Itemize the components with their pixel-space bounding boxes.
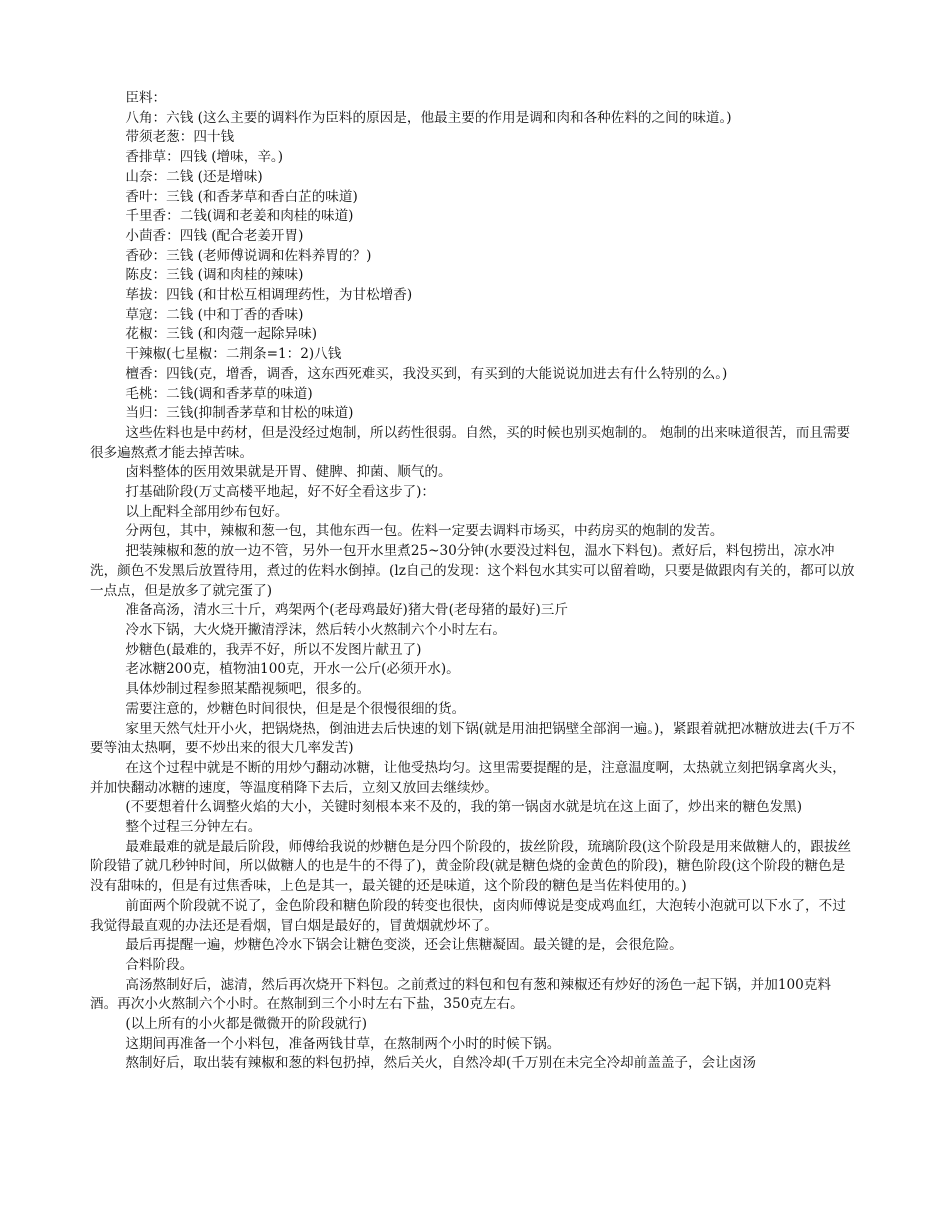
paragraph: 荜拔：四钱 (和甘松互相调理药性，为甘松增香): [125, 287, 413, 304]
paragraph: 小茴香：四钱 (配合老姜开胃): [125, 227, 304, 244]
paragraph: 干辣椒(七星椒：二荆条=1：2)八钱: [125, 346, 342, 363]
paragraph: 准备高汤，清水三十斤，鸡架两个(老母鸡最好)猪大骨(老母猪的最好)三斤: [125, 602, 568, 619]
paragraph: 分两包，其中，辣椒和葱一包，其他东西一包。佐料一定要去调料市场买，中药房买的炮制的发苦。: [125, 523, 724, 540]
document-body: [90, 89, 858, 1074]
paragraph: 在这个过程中就是不断的用炒勺翻动冰糖，让他受热均匀。这里需要提醒的是，注意温度啊，太热就立刻把锅拿离火头，并加快翻动冰糖的速度，等温度稍降下去后，立刻又放回去继续炒。: [90, 759, 846, 796]
paragraph: 以上配料全部用纱布包好。: [125, 503, 289, 520]
paragraph: 千里香：二钱(调和老姜和肉桂的味道): [125, 208, 354, 225]
paragraph: 香砂：三钱 (老师傅说调和佐料养胃的？): [125, 247, 372, 264]
paragraph: 臣料：: [125, 90, 167, 106]
paragraph: 檀香：四钱(克，增香，调香，这东西死难买，我没买到，有买到的大能说说加进去有什么特别的么。): [125, 365, 728, 382]
paragraph: 山奈：二钱 (还是增味): [125, 168, 263, 185]
paragraph: 这期间再准备一个小料包，准备两钱甘草，在熬制两个小时的时候下锅。: [125, 1035, 561, 1052]
paragraph: 香叶：三钱 (和香茅草和香白芷的味道): [125, 188, 358, 205]
paragraph: 整个过程三分钟左右。: [125, 819, 262, 836]
paragraph: (不要想着什么调整火焰的大小，关键时刻根本来不及的，我的第一锅卤水就是坑在这上面了，炒出来的糖色发黑): [125, 799, 803, 816]
paragraph: 最后再提醒一遍，炒糖色冷水下锅会让糖色变淡，还会让焦糖凝固。最关键的是，会很危险。: [125, 937, 683, 954]
paragraph: 当归：三钱(抑制香茅草和甘松的味道): [125, 405, 354, 422]
paragraph: 草寇：二钱 (中和丁香的香味): [125, 306, 304, 323]
paragraph: 最难最难的就是最后阶段，师傅给我说的炒糖色是分四个阶段的，拔丝阶段，琉璃阶段(这个阶段是用来做糖人的，跟拔丝阶段错了就几秒钟时间，所以做糖人的也是牛的不得了)，黄金阶段(就是糖色烧的金黄色的阶段)，糖色阶段(这个阶段的糖色是没有甜味的，但是有过焦香味，上色是其一，最关键的还是味道，这个阶段的糖色是当佐料使用的。): [90, 838, 852, 895]
paragraph: 香排草：四钱 (增味，辛。): [125, 149, 284, 166]
paragraph: 把装辣椒和葱的放一边不管，另外一包开水里煮25~30分钟(水要没过料包，温水下料包)。煮好后，料包捞出，凉水冲洗，颜色不发黑后放置待用，煮过的佐料水倒掉。(lz自己的发现：这个料包水其实可以留着呦，只要是做跟肉有关的，都可以放一点点，但是放多了就完蛋了): [90, 543, 855, 599]
paragraph: 花椒：三钱 (和肉蔻一起除异味): [125, 326, 318, 343]
paragraph: 八角：六钱 (这么主要的调料作为臣料的原因是，他最主要的作用是调和肉和各种佐料的之间的味道。): [125, 109, 732, 126]
paragraph: 高汤熬制好后，滤清，然后再次烧开下料包。之前煮过的料包和包有葱和辣椒还有炒好的汤色一起下锅，并加100克料酒。再次小火熬制六个小时。在熬制到三个小时左右下盐，350克左右。: [90, 976, 831, 1013]
paragraph: 前面两个阶段就不说了，金色阶段和糖色阶段的转变也很快，卤肉师傅说是变成鸡血红，大泡转小泡就可以下水了，不过我觉得最直观的办法还是看烟，冒白烟是最好的，冒黄烟就炒坏了。: [90, 897, 846, 934]
paragraph: 家里天然气灶开小火，把锅烧热，倒油进去后快速的划下锅(就是用油把锅壁全部润一遍。)，紧跟着就把冰糖放进去(千万不要等油太热啊，要不炒出来的很大几率发苦): [90, 720, 855, 757]
paragraph: 陈皮：三钱 (调和肉桂的辣味): [125, 267, 304, 284]
paragraph: 卤料整体的医用效果就是开胃、健脾、抑菌、顺气的。: [125, 464, 452, 481]
paragraph: 毛桃：二钱(调和香茅草的味道): [125, 385, 313, 402]
paragraph: 熬制好后，取出装有辣椒和葱的料包扔掉，然后关火，自然冷却(千万别在未完全冷却前盖盖子，会让卤汤: [125, 1055, 756, 1072]
paragraph: 具体炒制过程参照某酷视频吧，很多的。: [125, 681, 371, 698]
paragraph: 打基础阶段(万丈高楼平地起，好不好全看这步了)：: [125, 484, 436, 501]
paragraph: 需要注意的，炒糖色时间很快，但是是个很慢很细的货。: [125, 700, 466, 717]
paragraph: 合料阶段。: [125, 956, 194, 973]
paragraph: 这些佐料也是中药材，但是没经过炮制，所以药性很弱。自然，买的时候也别买炮制的。 炮制的出来味道很苦，而且需要很多遍熬煮才能去掉苦味。: [90, 424, 851, 461]
paragraph: 老冰糖200克，植物油100克，开水一公斤(必须开水)。: [125, 661, 460, 678]
paragraph: 带须老葱：四十钱: [125, 129, 235, 146]
paragraph: 炒糖色(最难的，我弄不好，所以不发图片献丑了): [125, 641, 422, 658]
paragraph: (以上所有的小火都是微微开的阶段就行): [125, 1016, 368, 1033]
paragraph: 冷水下锅，大火烧开撇清浮沫，然后转小火熬制六个小时左右。: [125, 621, 506, 638]
